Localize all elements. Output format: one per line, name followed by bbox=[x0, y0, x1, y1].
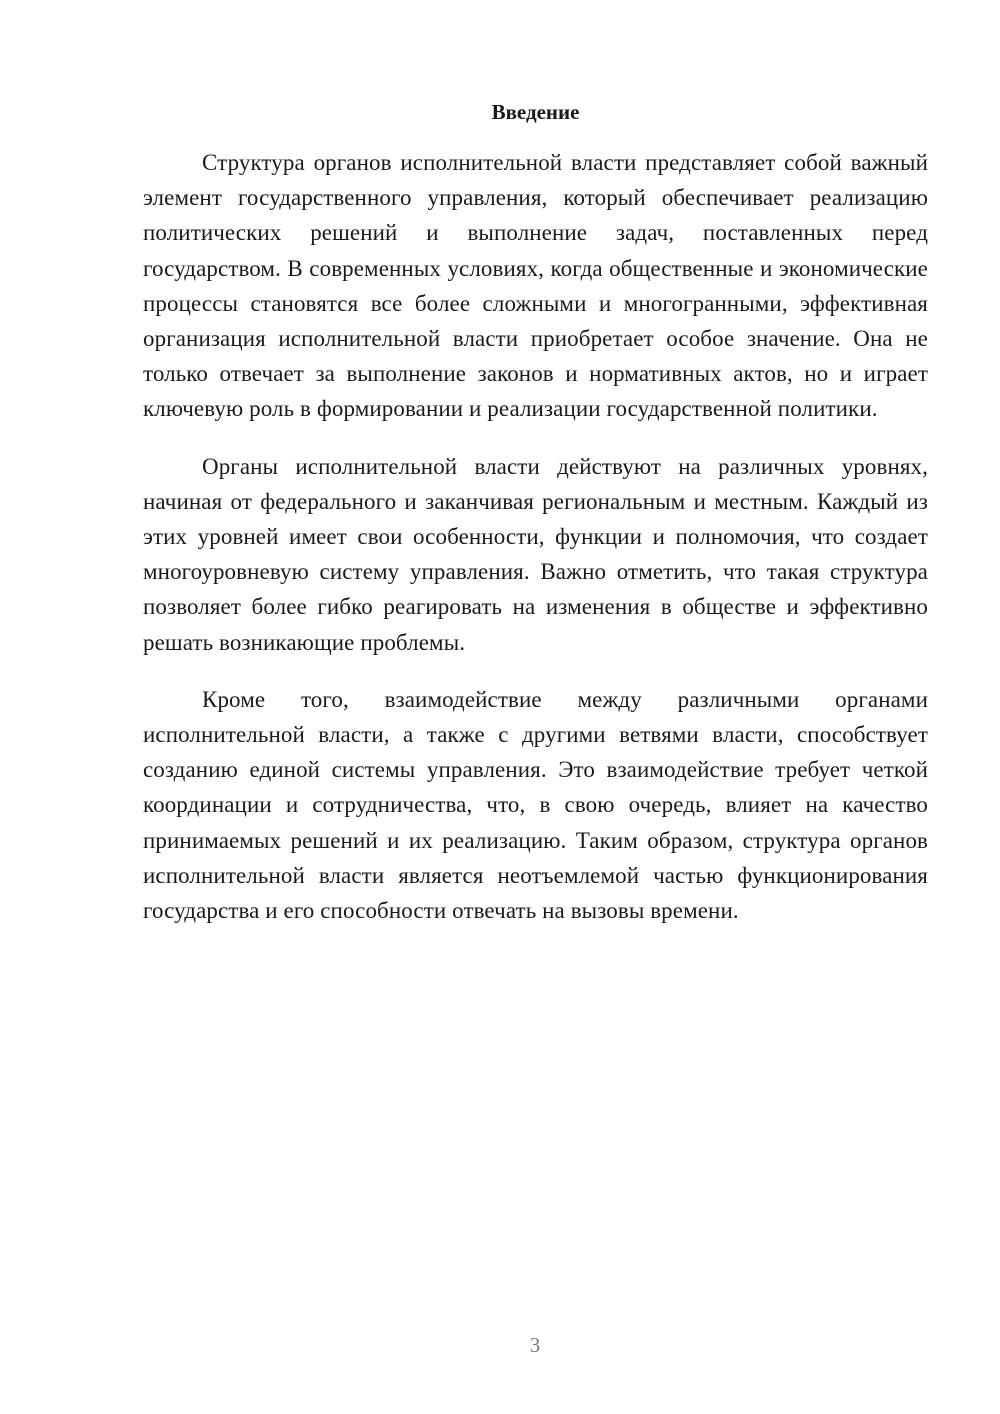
document-body bbox=[143, 98, 928, 950]
paragraph-1: Структура органов исполнительной власти представляет собой важный элемент государственного управления, который обеспечивает реализацию политических решений и выполнение задач, поставленных перед государством. В современных условиях, когда общественные и экономические процессы становятся все более сложными и многогранными, эффективная организация исполнительной власти приобретает особое значение. Она не только отвечает за выполнение законов и нормативных актов, но и играет ключевую роль в формировании и реализации государственной политики. bbox=[143, 150, 928, 422]
section-title: Введение bbox=[491, 100, 580, 124]
paragraph-3: Кроме того, взаимодействие между различными органами исполнительной власти, а также с другими ветвями власти, способствует созданию единой системы управления. Это взаимодействие требует четкой координации и сотрудничества, что, в свою очередь, влияет на качество принимаемых решений и их реализацию. Таким образом, структура органов исполнительной власти является неотъемлемой частью функционирования государства и его способности отвечать на вызовы времени. bbox=[143, 686, 928, 924]
page-number: 3 bbox=[529, 1333, 541, 1357]
paragraph-2: Органы исполнительной власти действуют на различных уровнях, начиная от федерального и заканчивая региональным и местным. Каждый из этих уровней имеет свои особенности, функции и полномочия, что создает многоуровневую систему управления. Важно отметить, что такая структура позволяет более гибко реагировать на изменения в обществе и эффективно решать возникающие проблемы. bbox=[143, 453, 928, 655]
